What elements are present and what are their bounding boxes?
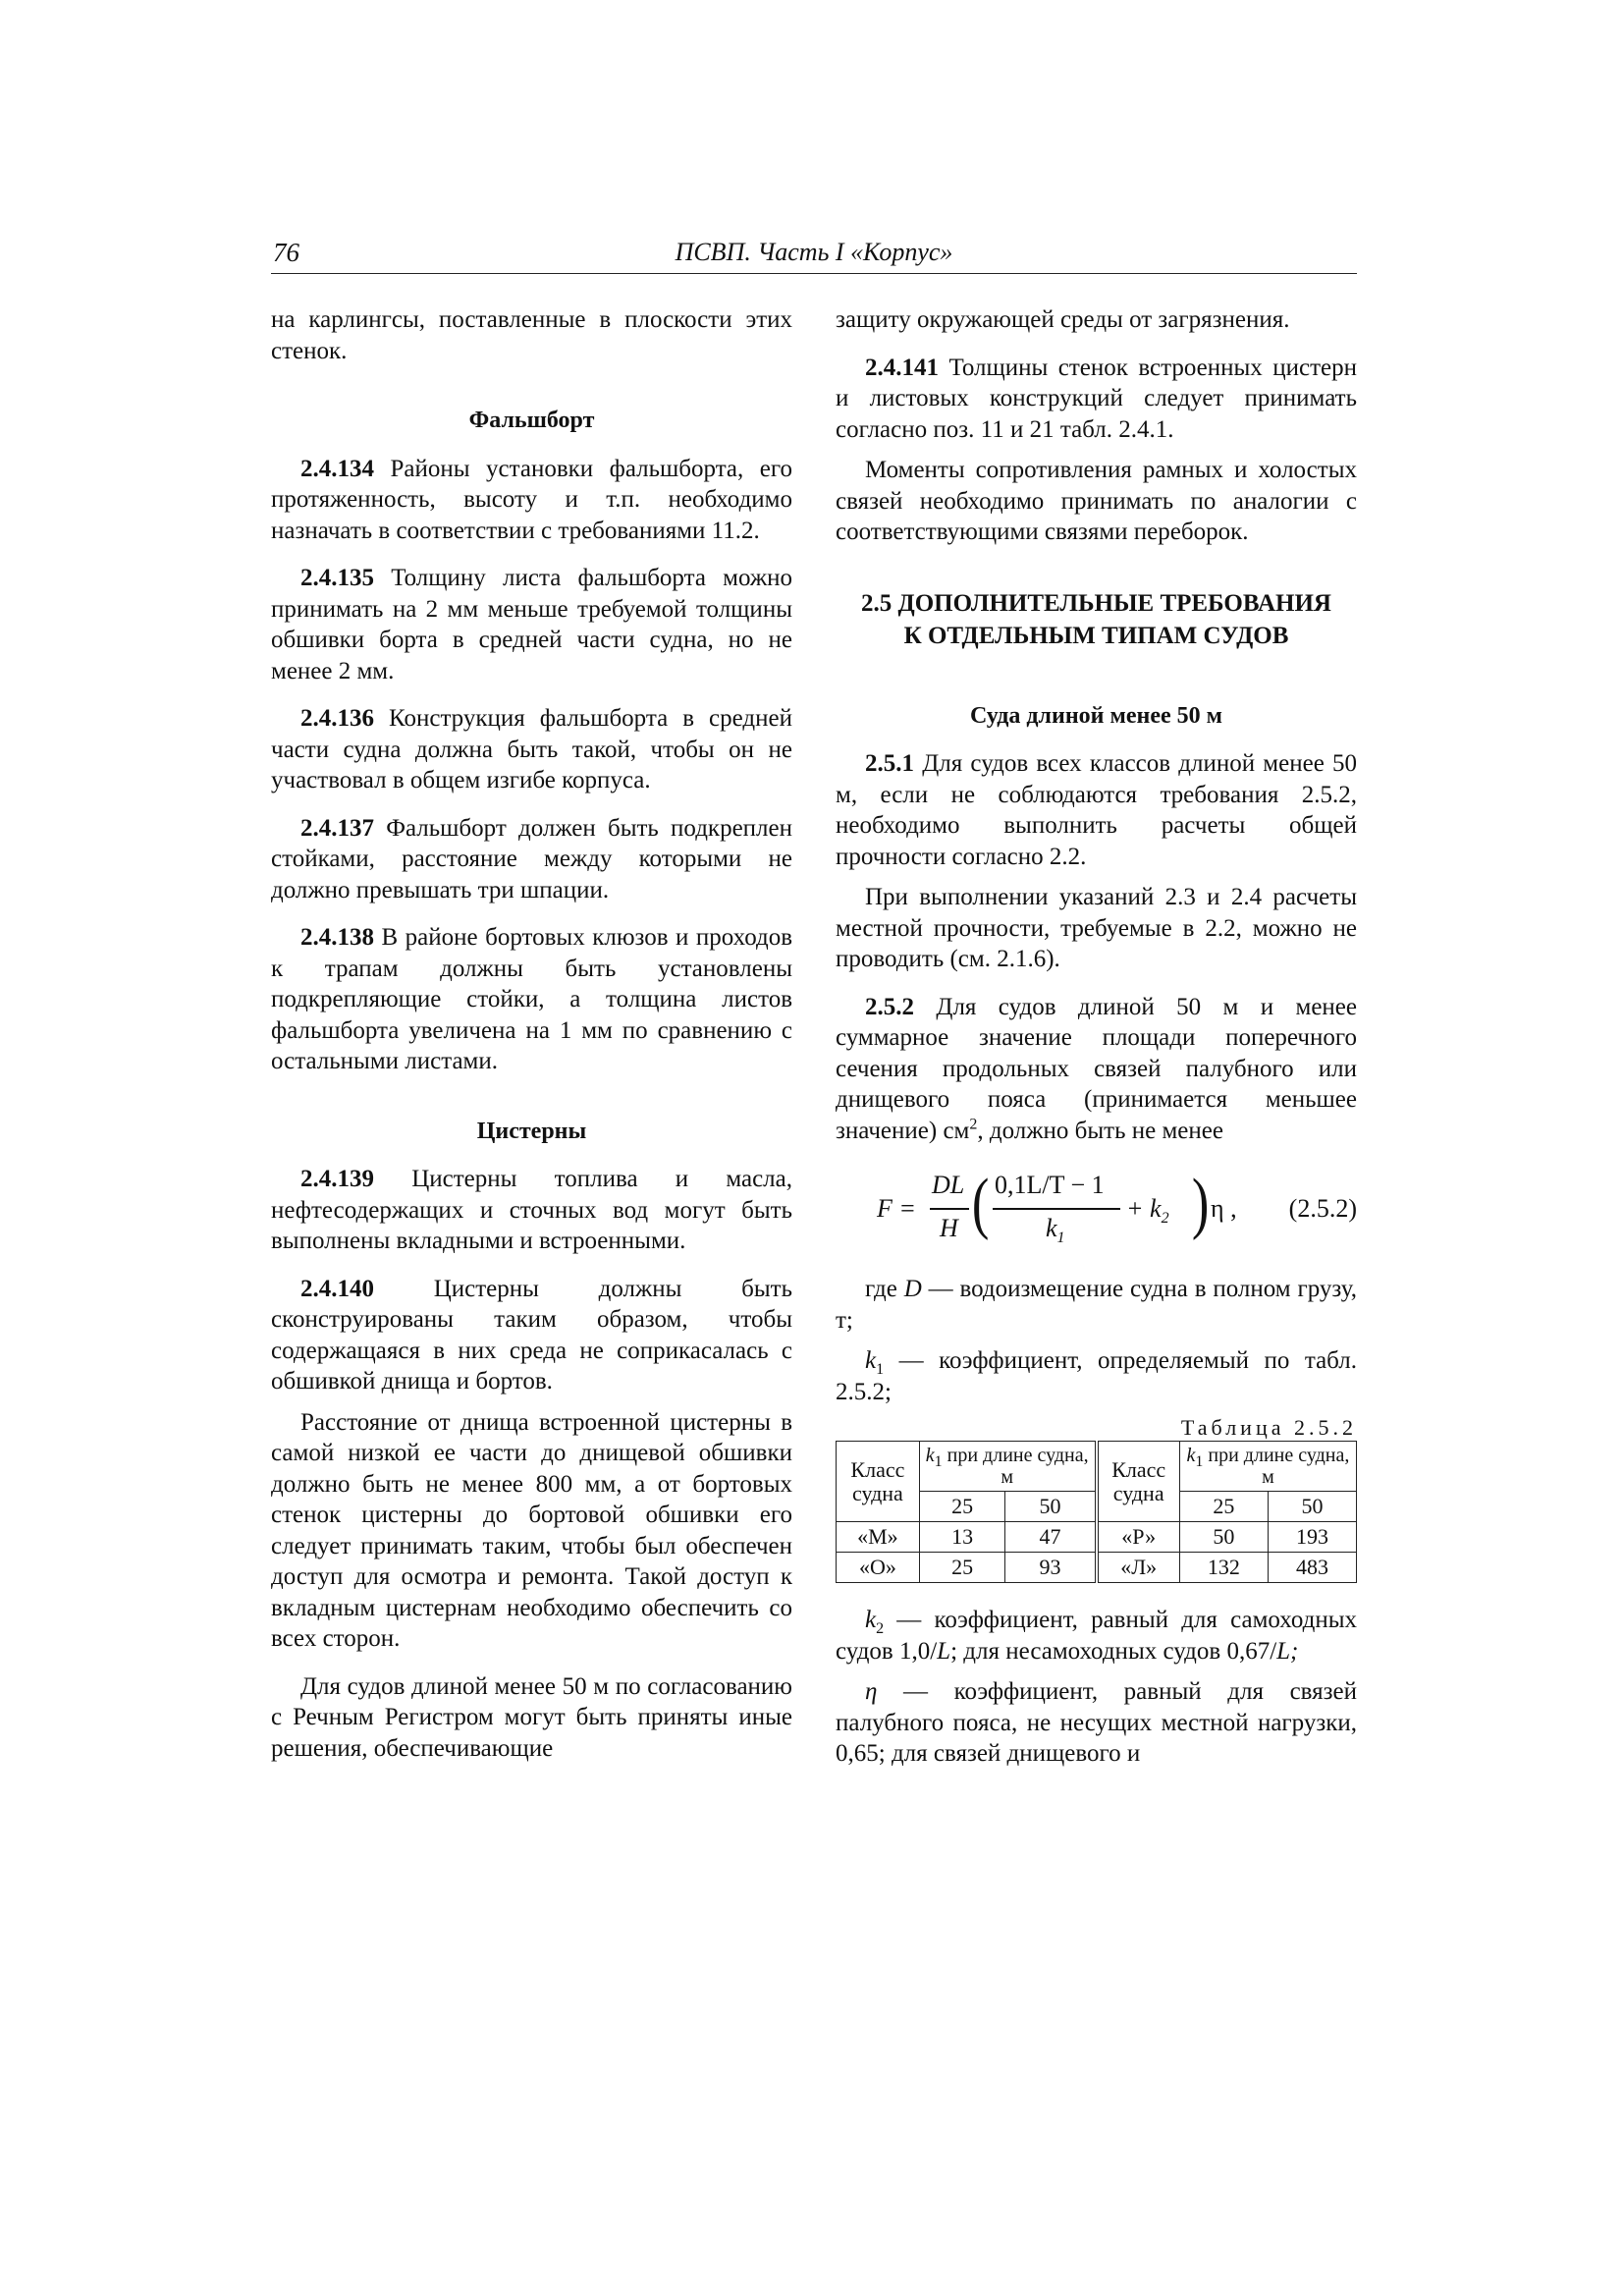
clause-number: 2.4.140 [300,1275,374,1302]
clause-number: 2.5.2 [865,993,914,1020]
header-50: 50 [1005,1492,1097,1522]
paragraph-2-4-135 [271,563,792,686]
definition-eta: η — коэффициент, равный для связей палубного пояса, не несущих местной нагрузки, 0,65; для связей днищевого и [836,1678,1357,1767]
paragraph-2-4-140-c: Для судов длиной менее 50 м по согласованию с Речным Регистром могут быть приняты иные решения, обеспечивающие [271,1672,792,1762]
table-title: Таблица 2.5.2 [1180,1415,1357,1440]
paren-right: ) [1191,1166,1210,1241]
paragraph-2-4-141 [836,353,1357,446]
paragraph-2-4-136 [271,703,792,796]
paragraph-2-4-141-b: Моменты сопротивления рамных и холостых связей необходимо принимать по аналогии с соответствующими связями переборок. [836,457,1357,545]
table-row [837,1553,1357,1583]
equation-number: (2.5.2) [1288,1194,1357,1223]
cell-value: 13 [919,1522,1005,1553]
definition-d: где D — водоизмещение судна в полном грузу, т; [836,1276,1357,1334]
cell-class: «О» [837,1553,920,1583]
paragraph-text: , должно быть не менее [977,1117,1223,1144]
clause-number: 2.4.139 [300,1166,374,1192]
superscript: 2 [969,1116,978,1133]
header-class: Класс судна [837,1442,920,1522]
cell-class: «М» [837,1522,920,1553]
paragraph-continuation: на карлингсы, поставленные в плоскости этих стенок. [271,306,792,364]
section-heading-2-5 [836,587,1357,652]
page-number: 76 [273,238,299,267]
formula-num-dl: DL [932,1171,965,1199]
header-k1: $k_1$ при длине судна, м [919,1442,1096,1492]
paragraph-text: Конструкция фальшборта в средней части судна должна быть такой, чтобы он не участвовал в общем изгибе корпуса. [271,705,792,793]
paragraph-text: Цистерны топлива и масла, нефтесодержащих и сточных вод могут быть выполнены вкладными и встроенными. [271,1166,793,1254]
paragraph-2-5-1-b: При выполнении указаний 2.3 и 2.4 расчеты местной прочности, требуемые в 2.2, можно не проводить (см. 2.1.6). [836,884,1357,972]
header-25: 25 [1179,1492,1268,1522]
cell-value: 47 [1005,1522,1097,1553]
formula-den-h: H [940,1214,958,1242]
paren-left: ( [971,1166,990,1241]
paragraph-text: Толщины стенок встроенных цистерн и листовых конструкций следует принимать согласно поз. 11 и 21 табл. 2.4.1. [836,354,1357,443]
left-column [271,304,792,1764]
definition-k2: $k_2$ — коэффициент, равный для самоходных судов 1,0/L; для несамоходных судов 0,67/L; [836,1607,1357,1665]
paragraph-text: Для судов длиной 50 м и менее суммарное значение площади поперечного сечения продольных связей палубного или днищевого пояса (принимается меньшее значение) см [836,993,1357,1144]
subheading-small-vessels: Суда длиной менее 50 м [970,702,1222,729]
paragraph-continuation: защиту окружающей среды от загрязнения. [836,306,1290,333]
formula-num-ratio: 0,1L/T − 1 [995,1171,1105,1199]
cell-value: 50 [1179,1522,1268,1553]
cell-value: 483 [1268,1553,1356,1583]
paragraph-2-4-140-b: Расстояние от днища встроенной цистерны в самой низкой ее части до днищевой обшивки должно быть не менее 800 мм, а от бортовых стенок цистерны до бортовой обшивки его следует принимать таким, чтобы был обеспечен доступ для осмотра и ремонта. Такой доступ к вкладным цистернам необходимо обеспечить со всех сторон. [271,1408,792,1652]
cell-value: 193 [1268,1522,1356,1553]
cell-value: 132 [1179,1553,1268,1583]
cell-value: 93 [1005,1553,1097,1583]
paragraph-2-4-137 [271,813,792,906]
clause-number: 2.4.141 [865,354,939,381]
paragraph-text: Толщину листа фальшборта можно принимать на 2 мм меньше требуемой толщины обшивки борта в средней части судна, но не менее 2 мм. [271,565,793,684]
fraction-bar [930,1208,969,1210]
clause-number: 2.4.134 [300,455,374,482]
paragraph-text: Районы установки фальшборта, его протяженность, высоту и т.п. необходимо назначать в соответствии с требованиями 11.2. [271,455,792,544]
paragraph-text: В районе бортовых клюзов и проходов к трапам должны быть установлены подкрепляющие стойки, а толщина листов фальшборта увеличена на 1 мм по сравнению с остальными листами. [271,924,793,1074]
table-header-row [837,1442,1357,1492]
paragraph-text: Фальшборт должен быть подкреплен стойками, расстояние между которыми не должно превышать три шпации. [271,814,793,903]
heading-falshbort: Фальшборт [468,408,595,433]
page-header [271,236,1357,274]
table-row [837,1522,1357,1553]
clause-number: 2.4.136 [300,705,374,732]
running-title: ПСВП. Часть I «Корпус» [675,238,953,266]
fraction-bar [993,1208,1120,1210]
table-2-5-2 [836,1441,1357,1583]
definition-k1: $k_1$ — коэффициент, определяемый по табл. 2.5.2; [836,1347,1357,1405]
paragraph-2-5-2 [836,992,1357,1147]
section-title-line-2: К ОТДЕЛЬНЫМ ТИПАМ СУДОВ [903,622,1289,649]
clause-number: 2.5.1 [865,750,914,777]
paragraph-text: Цистерны должны быть сконструированы таким образом, чтобы содержащаяся в них среда не соприкасалась с обшивкой днища и бортов. [271,1275,792,1394]
header-50: 50 [1268,1492,1356,1522]
cell-class: «Л» [1097,1553,1180,1583]
formula-lhs: F = [877,1194,916,1223]
header-k1: $k_1$ при длине судна, м [1179,1442,1356,1492]
section-title-line-1: 2.5 ДОПОЛНИТЕЛЬНЫЕ ТРЕБОВАНИЯ [861,589,1331,617]
cell-class: «Р» [1097,1522,1180,1553]
paragraph-2-4-140 [271,1274,792,1397]
clause-number: 2.4.138 [300,924,374,951]
formula-den-k1: $k_1$ [1046,1214,1065,1247]
paragraph-text: Для судов всех классов длиной менее 50 м, если не соблюдаются требования 2.5.2, необходимо выполнить расчеты общей прочности согласно 2.2. [836,750,1357,870]
paragraph-2-5-1 [836,748,1357,872]
clause-number: 2.4.135 [300,565,374,591]
formula-plus-k2: + $k_2$ [1126,1194,1169,1228]
right-column [836,304,1357,1770]
paragraph-2-4-138 [271,922,792,1077]
header-class: Класс судна [1097,1442,1180,1522]
header-25: 25 [919,1492,1005,1522]
formula-eta: η , [1211,1194,1237,1223]
formula-2-5-2 [836,1164,1357,1258]
clause-number: 2.4.137 [300,814,374,842]
paragraph-2-4-134 [271,454,792,547]
paragraph-2-4-139 [271,1164,792,1257]
heading-cisterns: Цистерны [476,1118,587,1144]
cell-value: 25 [919,1553,1005,1583]
